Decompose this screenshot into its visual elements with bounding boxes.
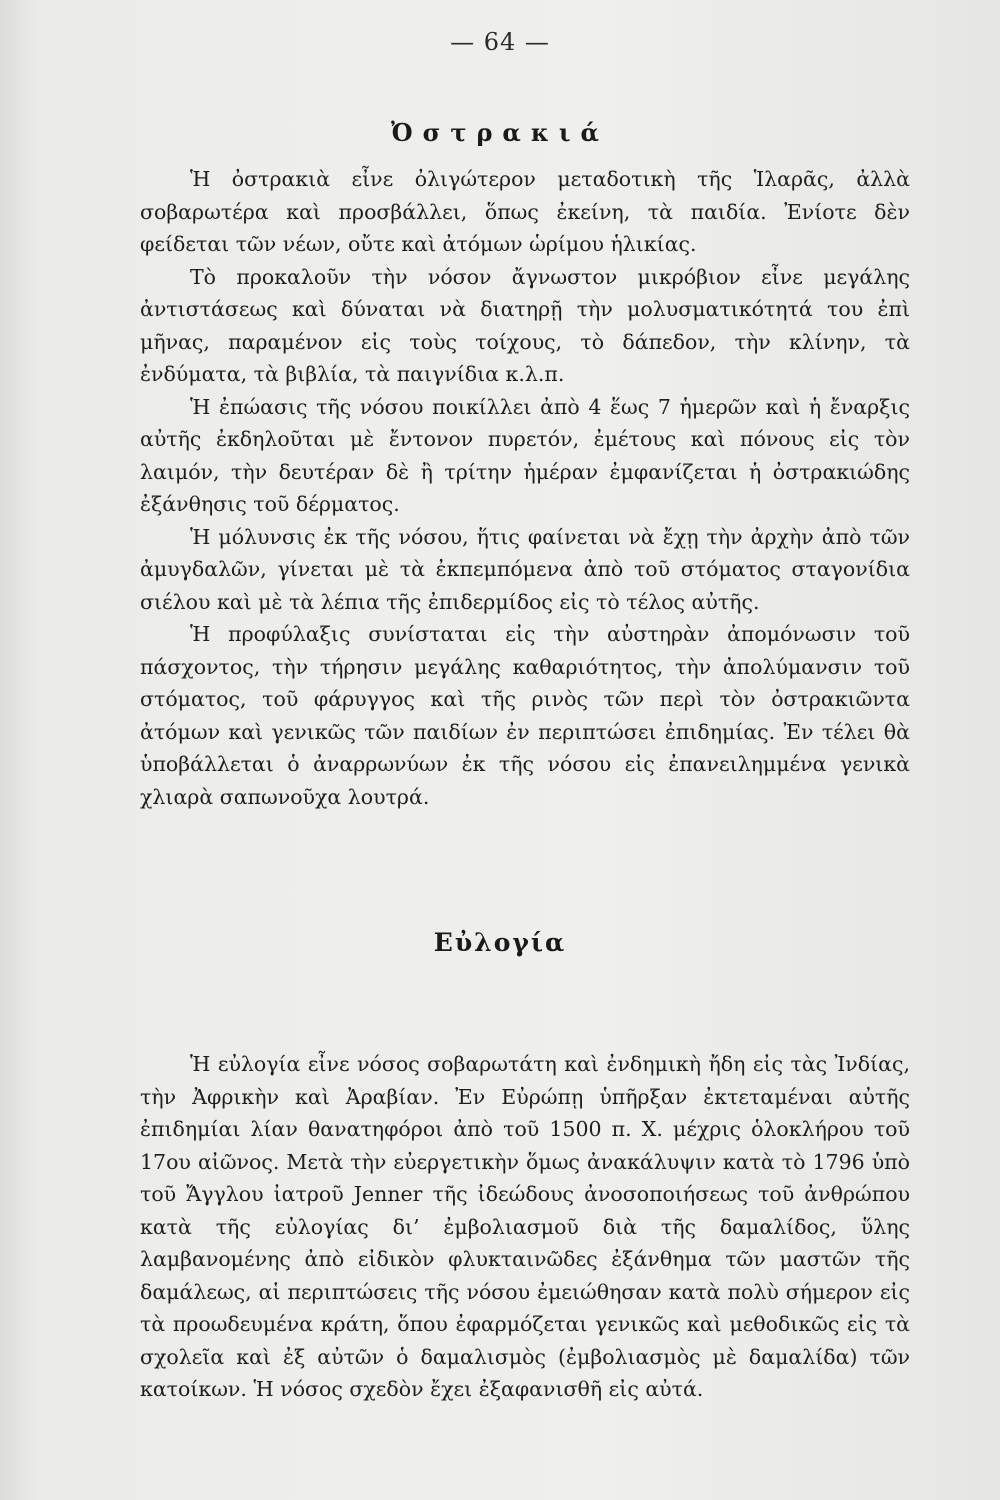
paragraph: Τὸ προκαλοῦν τὴν νόσον ἄγνωστον μικρόβιον εἶνε μεγάλης ἀντιστάσεως καὶ δύναται νὰ διατηρῇ τὴν μολυσματικότητά του ἐπὶ μῆνας, παραμένον εἰς τοὺς τοίχους, τὸ δάπεδον, τὴν κλίνην, τὰ ἐνδύματα, τὰ βιβλία, τὰ παιγνίδια κ.λ.π. [140, 264, 910, 386]
paragraph: Ἡ εὐλογία εἶνε νόσος σοβαρωτάτη καὶ ἐνδημικὴ ἤδη εἰς τὰς Ἰνδίας, τὴν Ἀφρικὴν καὶ Ἀραβίαν. Ἐν Εὐρώπῃ ὑπῆρξαν ἐκτεταμέναι αὐτῆς ἐπιδημίαι λίαν θανατηφόροι ἀπὸ τοῦ 1500 π. Χ. μέχρις ὁλοκλήρου τοῦ 17ου αἰῶνος. Μετὰ τὴν εὐεργετικὴν ὅμως ἀνακάλυψιν κατὰ τὸ 1796 ὑπὸ τοῦ Ἄγγλου ἰατροῦ Jenner τῆς ἰδεώδους ἀνοσοποιήσεως τοῦ ἀνθρώπου κατὰ τῆς εὐλογίας δι’ ἐμβολιασμοῦ διὰ τῆς δαμαλίδος, ὕλης λαμβανομένης ἀπὸ εἰδικὸν φλυκταινῶδες ἐξάνθημα τῶν μαστῶν τῆς δαμάλεως, αἱ περιπτώσεις τῆς νόσου ἐμειώθησαν κατὰ πολὺ σήμερον εἰς τὰ προωδευμένα κράτη, ὅπου ἐφαρμόζεται γενικῶς καὶ μεθοδικῶς εἰς τὰ σχολεῖα καὶ ἐξ αὐτῶν ὁ δαμαλισμὸς (ἐμβολιασμὸς μὲ δαμαλίδα) τῶν κατοίκων. Ἡ νόσος σχεδὸν ἔχει ἐξαφανισθῆ εἰς αὐτά. [140, 1052, 910, 1401]
paragraph: Ἡ ἐπώασις τῆς νόσου ποικίλλει ἀπὸ 4 ἕως 7 ἡμερῶν καὶ ἡ ἔναρξις αὐτῆς ἐκδηλοῦται μὲ ἔντονον πυρετόν, ἐμέτους καὶ πόνους εἰς τὸν λαιμόν, τὴν δευτέραν δὲ ἢ τρίτην ἡμέραν ἐμφανίζεται ἡ ὀστρακιώδης ἐξάνθησις τοῦ δέρματος. [140, 394, 910, 516]
section-title-scarlet-fever: Ὀστρακιά [391, 118, 609, 147]
paragraph: Ἡ μόλυνσις ἐκ τῆς νόσου, ἥτις φαίνεται νὰ ἔχῃ τὴν ἀρχὴν ἀπὸ τῶν ἀμυγδαλῶν, γίνεται μὲ τὰ ἐκπεμπόμενα ἀπὸ τοῦ στόματος σταγονίδια σιέλου καὶ μὲ τὰ λέπια τῆς ἐπιδερμίδος εἰς τὸ τέλος αὐτῆς. [140, 524, 910, 614]
section-smallpox [140, 1048, 910, 1406]
section-scarlet-fever [140, 163, 910, 813]
paragraph: Ἡ προφύλαξις συνίσταται εἰς τὴν αὐστηρὰν ἀπομόνωσιν τοῦ πάσχοντος, τὴν τήρησιν μεγάλης καθαριότητος, τὴν ἀπολύμανσιν τοῦ στόματος, τοῦ φάρυγγος καὶ τῆς ρινὸς τῶν περὶ τὸν ὀστρακιῶντα ἀτόμων καὶ γενικῶς τῶν παιδίων ἐν περιπτώσει ἐπιδημίας. Ἐν τέλει θὰ ὑποβάλλεται ὁ ἀναρρωνύων ἐκ τῆς νόσου εἰς ἐπανειλημμένα γενικὰ χλιαρὰ σαπωνοῦχα λουτρά. [140, 622, 910, 809]
paragraph: Ἡ ὀστρακιὰ εἶνε ὀλιγώτερον μεταδοτικὴ τῆς Ἱλαρᾶς, ἀλλὰ σοβαρωτέρα καὶ προσβάλλει, ὅπως ἐκείνη, τὰ παιδία. Ἐνίοτε δὲν φείδεται τῶν νέων, οὔτε καὶ ἀτόμων ὡρίμου ἡλικίας. [140, 167, 910, 256]
page-number: — 64 — [450, 28, 550, 56]
section-title-smallpox: Εὐλογία [433, 928, 567, 957]
